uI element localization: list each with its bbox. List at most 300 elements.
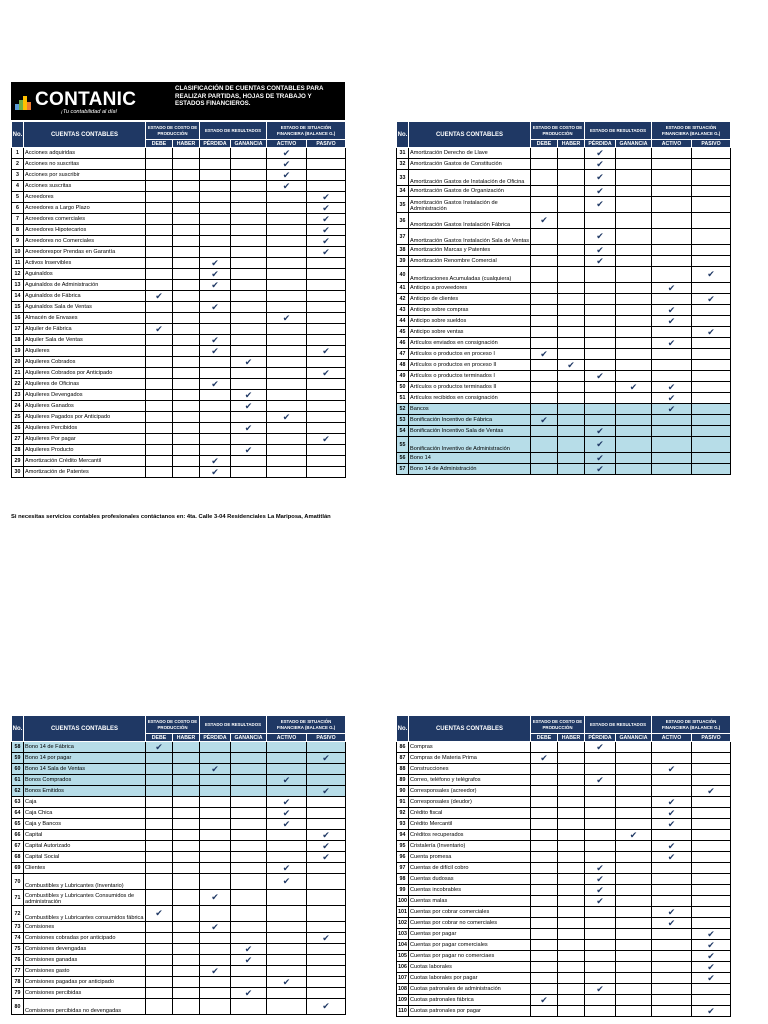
account-name: Caja Chica <box>24 808 146 819</box>
empty-cell <box>616 426 652 437</box>
row-number: 36 <box>397 213 409 229</box>
empty-cell <box>231 148 267 159</box>
empty-cell <box>267 335 307 346</box>
empty-cell <box>692 316 731 327</box>
row-number: 58 <box>12 742 24 753</box>
account-name: Comisiones cobradas por anticipado <box>24 933 146 944</box>
table-row <box>397 962 731 973</box>
account-name: Combustibles y Lubricantes (Inventario) <box>24 874 146 890</box>
empty-cell <box>231 412 267 423</box>
empty-cell <box>231 977 267 988</box>
empty-cell <box>146 922 173 933</box>
column-header-cuentas: CUENTAS CONTABLES <box>409 716 531 742</box>
checkmark-icon: ✔ <box>267 797 307 808</box>
column-group-header: ESTADO DE SITUACIÓN FINANCIERA (BALANCE G.) <box>267 716 346 734</box>
table-row <box>397 283 731 294</box>
empty-cell <box>558 170 585 186</box>
table-row <box>12 890 346 906</box>
checkmark-icon: ✔ <box>692 962 731 973</box>
empty-cell <box>173 841 200 852</box>
empty-cell <box>558 896 585 907</box>
account-name: Artículos enviados en consignación <box>409 338 531 349</box>
empty-cell <box>558 316 585 327</box>
checkmark-icon: ✔ <box>531 415 558 426</box>
empty-cell <box>146 401 173 412</box>
row-number: 52 <box>397 404 409 415</box>
empty-cell <box>200 988 231 999</box>
row-number: 4 <box>12 181 24 192</box>
empty-cell <box>692 371 731 382</box>
empty-cell <box>173 159 200 170</box>
table-row <box>12 966 346 977</box>
account-name: Créditos recuperados <box>409 830 531 841</box>
brand-banner <box>11 82 345 120</box>
empty-cell <box>267 753 307 764</box>
empty-cell <box>146 830 173 841</box>
checkmark-icon: ✔ <box>652 764 692 775</box>
empty-cell <box>173 401 200 412</box>
account-name: Comisiones <box>24 922 146 933</box>
empty-cell <box>307 966 346 977</box>
row-number: 48 <box>397 360 409 371</box>
column-header-activo: ACTIVO <box>652 140 692 148</box>
empty-cell <box>200 797 231 808</box>
empty-cell <box>307 401 346 412</box>
checkmark-icon: ✔ <box>585 885 616 896</box>
column-header-no: No. <box>12 122 24 148</box>
empty-cell <box>200 944 231 955</box>
empty-cell <box>558 808 585 819</box>
empty-cell <box>173 445 200 456</box>
checkmark-icon: ✔ <box>200 890 231 906</box>
table-row <box>12 775 346 786</box>
empty-cell <box>200 874 231 890</box>
empty-cell <box>558 283 585 294</box>
table-row <box>397 918 731 929</box>
empty-cell <box>231 890 267 906</box>
empty-cell <box>231 786 267 797</box>
row-number: 29 <box>12 456 24 467</box>
row-number: 2 <box>12 159 24 170</box>
account-name: Comisiones devengadas <box>24 944 146 955</box>
empty-cell <box>558 393 585 404</box>
account-name: Alquileres <box>24 346 146 357</box>
empty-cell <box>616 808 652 819</box>
empty-cell <box>146 203 173 214</box>
empty-cell <box>307 456 346 467</box>
empty-cell <box>692 764 731 775</box>
account-name: Cuentas malas <box>409 896 531 907</box>
row-number: 56 <box>397 453 409 464</box>
table-row <box>12 236 346 247</box>
empty-cell <box>692 256 731 267</box>
empty-cell <box>146 214 173 225</box>
empty-cell <box>307 764 346 775</box>
empty-cell <box>146 357 173 368</box>
empty-cell <box>173 456 200 467</box>
table-row <box>12 933 346 944</box>
empty-cell <box>307 906 346 922</box>
account-name: Acreedorespor Prendas en Garantía <box>24 247 146 258</box>
table-row <box>12 944 346 955</box>
empty-cell <box>692 918 731 929</box>
empty-cell <box>692 874 731 885</box>
row-number: 64 <box>12 808 24 819</box>
empty-cell <box>267 390 307 401</box>
empty-cell <box>616 464 652 475</box>
empty-cell <box>558 267 585 283</box>
table-row <box>397 808 731 819</box>
row-number: 62 <box>12 786 24 797</box>
empty-cell <box>531 170 558 186</box>
checkmark-icon: ✔ <box>585 371 616 382</box>
empty-cell <box>652 327 692 338</box>
table-row <box>12 999 346 1015</box>
empty-cell <box>558 245 585 256</box>
row-number: 55 <box>397 437 409 453</box>
empty-cell <box>652 437 692 453</box>
empty-cell <box>173 412 200 423</box>
checkmark-icon: ✔ <box>200 269 231 280</box>
checkmark-icon: ✔ <box>558 360 585 371</box>
empty-cell <box>652 148 692 159</box>
table-row <box>12 181 346 192</box>
document-title: CLASIFICACIÓN DE CUENTAS CONTABLES PARA REALIZAR PARTIDAS, HOJAS DE TRABAJO Y ESTADOS FINANCIEROS. <box>175 85 324 108</box>
empty-cell <box>307 742 346 753</box>
empty-cell <box>558 951 585 962</box>
empty-cell <box>146 390 173 401</box>
account-name: Amortización Gastos de Organización <box>409 186 531 197</box>
account-name: Alquileres Cobrados <box>24 357 146 368</box>
empty-cell <box>616 929 652 940</box>
column-header-pérdida: PÉRDIDA <box>200 140 231 148</box>
column-header-haber: HABER <box>173 140 200 148</box>
checkmark-icon: ✔ <box>307 786 346 797</box>
checkmark-icon: ✔ <box>531 753 558 764</box>
empty-cell <box>585 841 616 852</box>
empty-cell <box>200 863 231 874</box>
empty-cell <box>692 896 731 907</box>
empty-cell <box>558 327 585 338</box>
account-name: Anticipo de clientes <box>409 294 531 305</box>
row-number: 50 <box>397 382 409 393</box>
empty-cell <box>231 456 267 467</box>
empty-cell <box>200 148 231 159</box>
empty-cell <box>692 305 731 316</box>
empty-cell <box>558 918 585 929</box>
empty-cell <box>200 775 231 786</box>
checkmark-icon: ✔ <box>307 841 346 852</box>
empty-cell <box>267 742 307 753</box>
row-number: 15 <box>12 302 24 313</box>
checkmark-icon: ✔ <box>267 159 307 170</box>
empty-cell <box>307 291 346 302</box>
table-row <box>397 984 731 995</box>
checkmark-icon: ✔ <box>585 896 616 907</box>
empty-cell <box>585 1006 616 1017</box>
empty-cell <box>585 907 616 918</box>
empty-cell <box>585 404 616 415</box>
table-row <box>397 797 731 808</box>
empty-cell <box>616 186 652 197</box>
column-header-pérdida: PÉRDIDA <box>585 140 616 148</box>
empty-cell <box>146 988 173 999</box>
row-number: 91 <box>397 797 409 808</box>
empty-cell <box>531 819 558 830</box>
row-number: 10 <box>12 247 24 258</box>
accounts-table <box>396 121 731 475</box>
empty-cell <box>200 313 231 324</box>
empty-cell <box>173 148 200 159</box>
empty-cell <box>558 338 585 349</box>
empty-cell <box>146 148 173 159</box>
checkmark-icon: ✔ <box>585 742 616 753</box>
empty-cell <box>200 753 231 764</box>
empty-cell <box>267 999 307 1015</box>
empty-cell <box>585 951 616 962</box>
checkmark-icon: ✔ <box>307 247 346 258</box>
column-header-debe: DEBE <box>146 734 173 742</box>
empty-cell <box>692 404 731 415</box>
empty-cell <box>585 973 616 984</box>
empty-cell <box>200 324 231 335</box>
empty-cell <box>231 368 267 379</box>
checkmark-icon: ✔ <box>652 819 692 830</box>
table-row <box>12 203 346 214</box>
empty-cell <box>173 335 200 346</box>
empty-cell <box>231 269 267 280</box>
row-number: 39 <box>397 256 409 267</box>
empty-cell <box>173 357 200 368</box>
table-row <box>397 764 731 775</box>
empty-cell <box>692 159 731 170</box>
empty-cell <box>692 186 731 197</box>
empty-cell <box>616 316 652 327</box>
empty-cell <box>173 742 200 753</box>
empty-cell <box>616 170 652 186</box>
empty-cell <box>146 753 173 764</box>
empty-cell <box>200 955 231 966</box>
empty-cell <box>692 464 731 475</box>
empty-cell <box>558 742 585 753</box>
checkmark-icon: ✔ <box>307 753 346 764</box>
table-row <box>397 907 731 918</box>
empty-cell <box>173 999 200 1015</box>
empty-cell <box>585 382 616 393</box>
empty-cell <box>267 906 307 922</box>
account-name: Alquiler Sala de Ventas <box>24 335 146 346</box>
checkmark-icon: ✔ <box>200 258 231 269</box>
table-row <box>12 863 346 874</box>
empty-cell <box>531 896 558 907</box>
account-name: Comisiones percibidas <box>24 988 146 999</box>
table-row <box>12 988 346 999</box>
empty-cell <box>307 269 346 280</box>
account-name: Bonos Comprados <box>24 775 146 786</box>
account-name: Corresponsales (deudor) <box>409 797 531 808</box>
checkmark-icon: ✔ <box>200 302 231 313</box>
empty-cell <box>692 775 731 786</box>
empty-cell <box>558 294 585 305</box>
empty-cell <box>652 742 692 753</box>
empty-cell <box>267 357 307 368</box>
table-row <box>397 294 731 305</box>
empty-cell <box>307 955 346 966</box>
empty-cell <box>652 349 692 360</box>
row-number: 95 <box>397 841 409 852</box>
account-name: Bancos <box>409 404 531 415</box>
row-number: 107 <box>397 973 409 984</box>
empty-cell <box>531 382 558 393</box>
row-number: 86 <box>397 742 409 753</box>
table-row <box>397 951 731 962</box>
table-row <box>12 170 346 181</box>
table-row <box>12 291 346 302</box>
empty-cell <box>146 181 173 192</box>
empty-cell <box>307 280 346 291</box>
empty-cell <box>616 863 652 874</box>
empty-cell <box>231 874 267 890</box>
checkmark-icon: ✔ <box>307 368 346 379</box>
empty-cell <box>531 393 558 404</box>
table-row <box>12 368 346 379</box>
empty-cell <box>616 984 652 995</box>
empty-cell <box>558 786 585 797</box>
empty-cell <box>652 159 692 170</box>
empty-cell <box>307 379 346 390</box>
account-name: Artículos recibidos en consignación <box>409 393 531 404</box>
empty-cell <box>692 453 731 464</box>
empty-cell <box>200 192 231 203</box>
empty-cell <box>692 863 731 874</box>
empty-cell <box>616 775 652 786</box>
empty-cell <box>231 225 267 236</box>
empty-cell <box>146 863 173 874</box>
accounts-table <box>11 121 346 478</box>
empty-cell <box>531 197 558 213</box>
column-group-header: ESTADO DE COSTO DE PRODUCCIÓN <box>146 122 200 140</box>
checkmark-icon: ✔ <box>585 863 616 874</box>
empty-cell <box>616 159 652 170</box>
empty-cell <box>616 1006 652 1017</box>
row-number: 72 <box>12 906 24 922</box>
empty-cell <box>558 995 585 1006</box>
row-number: 94 <box>397 830 409 841</box>
empty-cell <box>231 933 267 944</box>
row-number: 45 <box>397 327 409 338</box>
column-group-header: ESTADO DE COSTO DE PRODUCCIÓN <box>531 122 585 140</box>
table-row <box>397 349 731 360</box>
empty-cell <box>616 213 652 229</box>
account-name: Aguinaldos <box>24 269 146 280</box>
empty-cell <box>267 445 307 456</box>
table-row <box>12 977 346 988</box>
table-row <box>397 360 731 371</box>
empty-cell <box>146 445 173 456</box>
empty-cell <box>267 922 307 933</box>
empty-cell <box>616 453 652 464</box>
empty-cell <box>200 390 231 401</box>
table-row <box>397 327 731 338</box>
account-name: Amortización de Patentes <box>24 467 146 478</box>
empty-cell <box>616 415 652 426</box>
empty-cell <box>146 423 173 434</box>
row-number: 35 <box>397 197 409 213</box>
empty-cell <box>652 962 692 973</box>
column-header-activo: ACTIVO <box>652 734 692 742</box>
empty-cell <box>146 434 173 445</box>
empty-cell <box>307 988 346 999</box>
table-row <box>397 1006 731 1017</box>
row-number: 51 <box>397 393 409 404</box>
checkmark-icon: ✔ <box>146 291 173 302</box>
empty-cell <box>531 245 558 256</box>
empty-cell <box>307 258 346 269</box>
empty-cell <box>200 225 231 236</box>
row-number: 89 <box>397 775 409 786</box>
row-number: 7 <box>12 214 24 225</box>
empty-cell <box>692 415 731 426</box>
column-header-pasivo: PASIVO <box>692 140 731 148</box>
table-row <box>397 940 731 951</box>
empty-cell <box>173 830 200 841</box>
table-row <box>397 197 731 213</box>
empty-cell <box>200 291 231 302</box>
empty-cell <box>267 988 307 999</box>
empty-cell <box>585 393 616 404</box>
empty-cell <box>307 313 346 324</box>
empty-cell <box>173 944 200 955</box>
empty-cell <box>267 302 307 313</box>
empty-cell <box>267 258 307 269</box>
checkmark-icon: ✔ <box>652 852 692 863</box>
empty-cell <box>231 258 267 269</box>
empty-cell <box>692 885 731 896</box>
row-number: 71 <box>12 890 24 906</box>
empty-cell <box>652 415 692 426</box>
row-number: 77 <box>12 966 24 977</box>
checkmark-icon: ✔ <box>200 467 231 478</box>
empty-cell <box>558 464 585 475</box>
empty-cell <box>146 247 173 258</box>
table-row <box>397 316 731 327</box>
checkmark-icon: ✔ <box>585 245 616 256</box>
empty-cell <box>616 918 652 929</box>
empty-cell <box>200 236 231 247</box>
account-name: Alquileres Pagados por Anticipado <box>24 412 146 423</box>
checkmark-icon: ✔ <box>585 464 616 475</box>
empty-cell <box>173 933 200 944</box>
empty-cell <box>173 906 200 922</box>
checkmark-icon: ✔ <box>267 313 307 324</box>
empty-cell <box>231 280 267 291</box>
row-number: 32 <box>397 159 409 170</box>
table-row <box>12 852 346 863</box>
empty-cell <box>200 214 231 225</box>
table-row <box>397 267 731 283</box>
empty-cell <box>531 229 558 245</box>
table-row <box>12 830 346 841</box>
account-name: Acciones no suscritas <box>24 159 146 170</box>
empty-cell <box>173 852 200 863</box>
empty-cell <box>558 229 585 245</box>
checkmark-icon: ✔ <box>231 390 267 401</box>
table-row <box>12 313 346 324</box>
row-number: 22 <box>12 379 24 390</box>
row-number: 78 <box>12 977 24 988</box>
empty-cell <box>231 966 267 977</box>
empty-cell <box>231 379 267 390</box>
